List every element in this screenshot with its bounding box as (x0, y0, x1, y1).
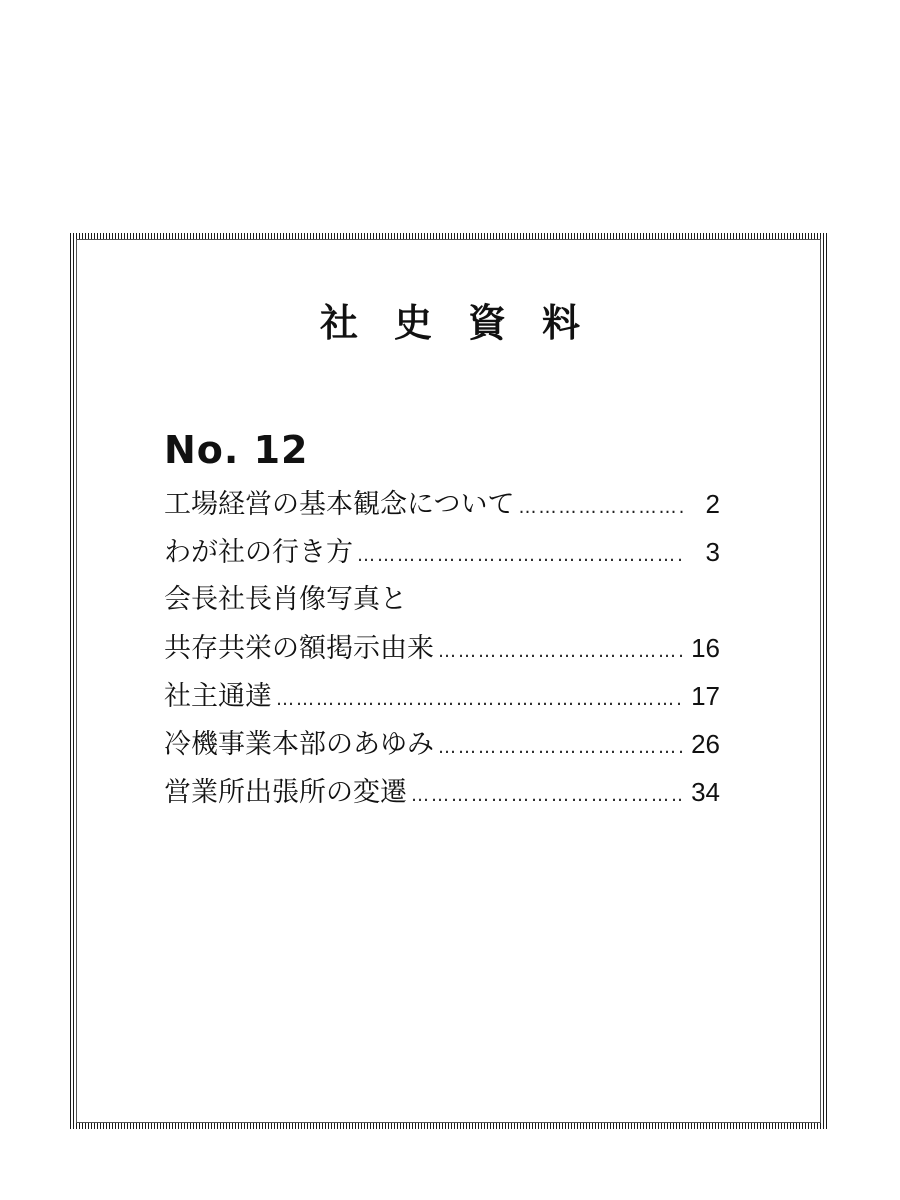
toc-entry-page: 3 (705, 537, 720, 567)
toc-leader-dots (276, 676, 684, 724)
toc-entry-page: 17 (691, 681, 720, 711)
toc-leader-dots (438, 628, 684, 676)
toc-entry-title: 共存共栄の額掲示由来 (164, 633, 434, 664)
toc-entry-page: 26 (691, 729, 720, 759)
toc-entry (164, 720, 720, 768)
toc-entry-title: 工場経営の基本観念について (164, 489, 515, 520)
toc-entry-title: 冷機事業本部のあゆみ (164, 729, 434, 760)
toc-entry-page: 16 (691, 633, 720, 663)
issue-number: No. 12 (164, 428, 309, 472)
toc-entry (164, 672, 720, 720)
toc-entry-page: 2 (705, 489, 720, 519)
toc-entry (164, 480, 720, 528)
toc-leader-dots (411, 772, 684, 820)
toc-leader-dots (357, 532, 684, 580)
toc-entry (164, 768, 720, 816)
toc-entry-title: 営業所出張所の変遷 (164, 777, 407, 808)
toc-entry-title: 会長社長肖像写真と (164, 584, 407, 615)
toc-leader-dots (518, 484, 684, 532)
toc-entry-title: わが社の行き方 (164, 537, 353, 568)
toc-entry (164, 624, 720, 672)
toc-leader-dots (438, 724, 684, 772)
toc-entry (164, 528, 720, 576)
document-title: 社史資料 (319, 300, 616, 345)
table-of-contents (164, 480, 720, 816)
toc-entry-page: 34 (691, 777, 720, 807)
toc-entry-title: 社主通達 (164, 681, 272, 712)
toc-entry (164, 576, 720, 624)
